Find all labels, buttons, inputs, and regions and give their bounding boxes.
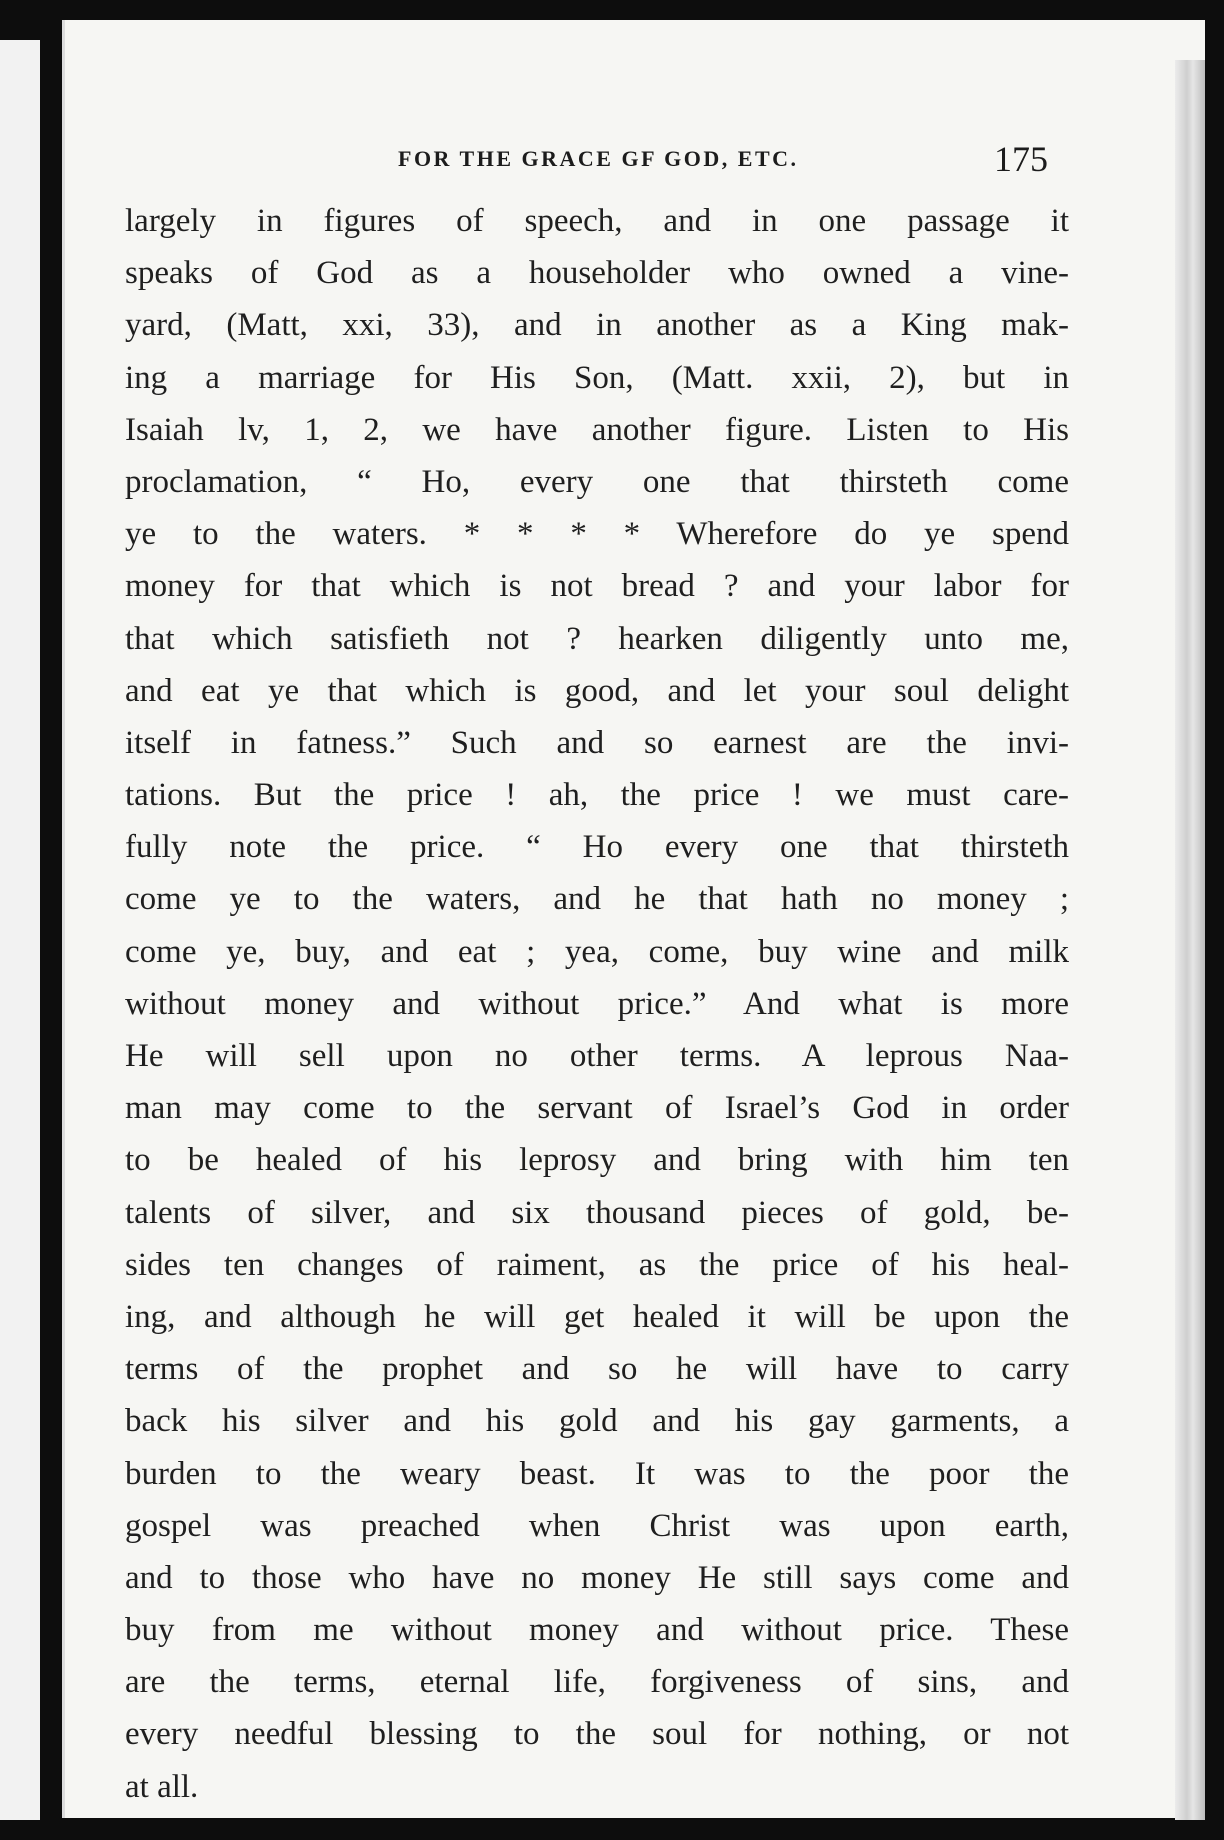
text-line: sides ten changes of raiment, as the price of his heal- <box>125 1246 1069 1283</box>
text-line: ing a marriage for His Son, (Matt. xxii, 2), but in <box>125 359 1069 396</box>
page-stack-edge <box>1175 60 1205 1820</box>
book-page <box>62 20 1205 1818</box>
text-line: He will sell upon no other terms. A leprous Naa- <box>125 1038 1069 1074</box>
text-line: gospel was preached when Christ was upon earth, <box>125 1507 1069 1544</box>
text-line: ing, and although he will get healed it will be upon the <box>125 1298 1069 1335</box>
text-line: without money and without price.” And what is more <box>125 985 1069 1022</box>
text-line: every needful blessing to the soul for nothing, or not <box>125 1716 1069 1753</box>
text-line: burden to the weary beast. It was to the poor the <box>125 1455 1069 1492</box>
facing-page-edge <box>0 40 40 1820</box>
running-head-title: FOR THE GRACE GF GOD, ETC. <box>398 146 799 171</box>
text-line: itself in fatness.” Such and so earnest are the invi- <box>125 724 1069 761</box>
text-line: speaks of God as a householder who owned a vine- <box>125 255 1069 292</box>
text-line: money for that which is not bread ? and your labor for <box>125 568 1069 605</box>
page-number: 175 <box>994 139 1048 179</box>
text-line: are the terms, eternal life, forgiveness of sins, and <box>125 1664 1069 1701</box>
text-line: man may come to the servant of Israel’s God in order <box>125 1090 1069 1127</box>
text-line: come ye, buy, and eat ; yea, come, buy wine and milk <box>125 933 1069 970</box>
text-line: that which satisfieth not ? hearken diligently unto me, <box>125 620 1069 657</box>
text-line: and to those who have no money He still says come and <box>125 1559 1069 1596</box>
text-line: yard, (Matt, xxi, 33), and in another as a King mak- <box>125 307 1069 344</box>
text-line: to be healed of his leprosy and bring with him ten <box>125 1142 1069 1179</box>
text-line: at all. <box>125 1768 199 1805</box>
text-line: talents of silver, and six thousand pieces of gold, be- <box>125 1194 1069 1231</box>
body-text <box>125 195 1069 1813</box>
text-line: Isaiah lv, 1, 2, we have another figure. Listen to His <box>125 411 1069 448</box>
text-line: largely in figures of speech, and in one passage it <box>125 203 1069 239</box>
text-line: tations. But the price ! ah, the price ! we must care- <box>125 777 1069 814</box>
text-line: fully note the price. “ Ho every one that thirsteth <box>125 829 1069 866</box>
text-line: ye to the waters. * * * * Wherefore do ye spend <box>125 516 1069 553</box>
running-head <box>65 138 1205 178</box>
text-line: come ye to the waters, and he that hath no money ; <box>125 881 1069 918</box>
text-line: and eat ye that which is good, and let your soul delight <box>125 672 1069 709</box>
text-line: back his silver and his gold and his gay garments, a <box>125 1403 1069 1440</box>
text-line: proclamation, “ Ho, every one that thirsteth come <box>125 463 1069 500</box>
text-line: buy from me without money and without price. These <box>125 1612 1069 1649</box>
text-line: terms of the prophet and so he will have to carry <box>125 1351 1069 1388</box>
